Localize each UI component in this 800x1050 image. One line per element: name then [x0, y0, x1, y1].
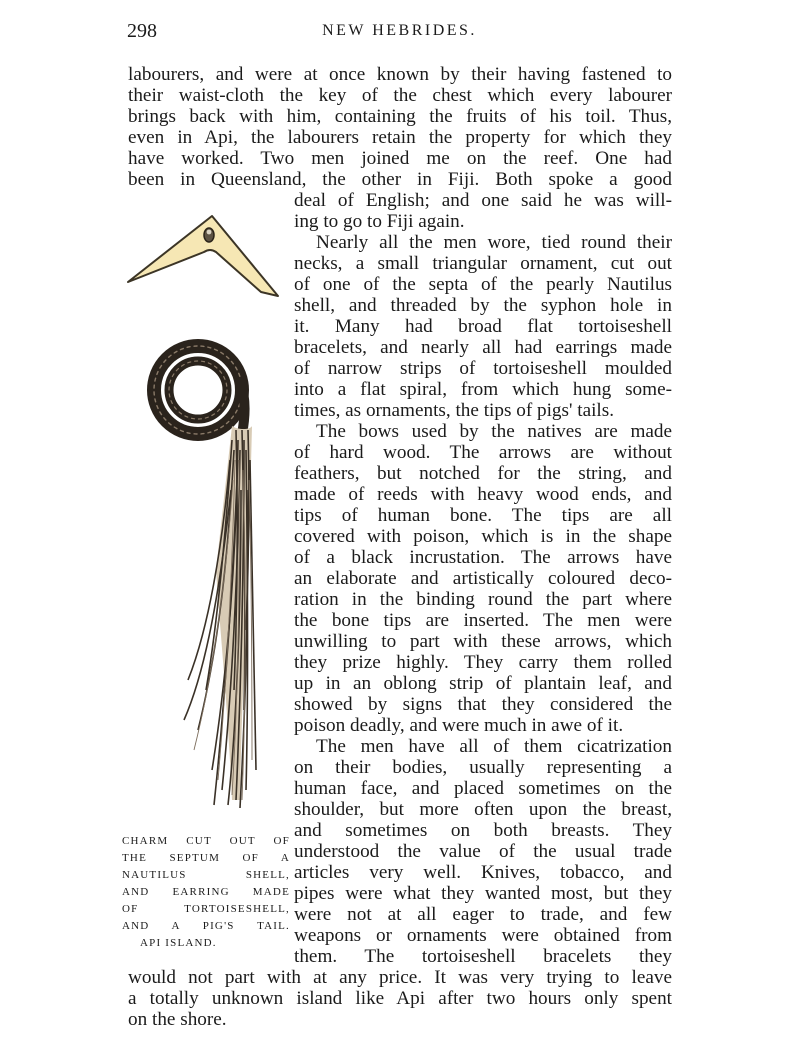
figure-caption-line: OF TORTOISESHELL,	[122, 903, 290, 915]
figure-caption-line: THE SEPTUM OF A	[122, 852, 290, 864]
text-line: weapons or ornaments were obtained from	[294, 925, 672, 946]
text-line: brings back with him, containing the fruits of his toil. Thus,	[128, 106, 672, 127]
text-line: human face, and placed sometimes on the	[294, 778, 672, 799]
nautilus-charm-illustration	[118, 200, 288, 305]
text-line: pipes were what they wanted most, but they	[294, 883, 672, 904]
text-line: bracelets, and nearly all had earrings made	[294, 337, 672, 358]
figure-caption-line: AND EARRING MADE	[122, 886, 290, 898]
earring-pig-tail-illustration	[128, 330, 288, 810]
text-line: covered with poison, which is in the shape	[294, 526, 672, 547]
page-number: 298	[127, 20, 157, 42]
text-line: of hard wood. The arrows are without	[294, 442, 672, 463]
text-line: of one of the septa of the pearly Nautilus	[294, 274, 672, 295]
text-line: articles very well. Knives, tobacco, and	[294, 862, 672, 883]
text-line: necks, a small triangular ornament, cut out	[294, 253, 672, 274]
text-line: have worked. Two men joined me on the reef. One had	[128, 148, 672, 169]
text-line: an elaborate and artistically coloured deco-	[294, 568, 672, 589]
text-line: deal of English; and one said he was will-	[294, 190, 672, 211]
text-line: it. Many had broad flat tortoiseshell	[294, 316, 672, 337]
text-line: unwilling to part with these arrows, which	[294, 631, 672, 652]
text-line: shell, and threaded by the syphon hole in	[294, 295, 672, 316]
text-line: feathers, but notched for the string, and	[294, 463, 672, 484]
text-line: poison deadly, and were much in awe of it.	[294, 715, 624, 736]
text-line: their waist-cloth the key of the chest which every labourer	[128, 85, 672, 106]
text-line: understood the value of the usual trade	[294, 841, 672, 862]
text-line: shoulder, but more often upon the breast,	[294, 799, 672, 820]
text-line: tips of human bone. The tips are all	[294, 505, 672, 526]
text-line: on the shore.	[128, 1009, 227, 1030]
text-line: them. The tortoiseshell bracelets they	[294, 946, 672, 967]
text-line: on their bodies, usually representing a	[294, 757, 672, 778]
text-line: and sometimes on both breasts. They	[294, 820, 672, 841]
text-line: been in Queensland, the other in Fiji. Both spoke a good	[128, 169, 672, 190]
figure-caption-line: CHARM CUT OUT OF	[122, 835, 290, 847]
figure-caption-line: AND A PIG'S TAIL.	[122, 920, 290, 932]
text-line: ration in the binding round the part where	[294, 589, 672, 610]
text-line: were not at all eager to trade, and few	[294, 904, 672, 925]
text-line: Nearly all the men wore, tied round their	[316, 232, 672, 253]
text-line: The bows used by the natives are made	[316, 421, 672, 442]
running-title: NEW HEBRIDES.	[322, 22, 477, 39]
text-line: would not part with at any price. It was very trying to leave	[128, 967, 672, 988]
text-line: the bone tips are inserted. The men were	[294, 610, 672, 631]
text-line: made of reeds with heavy wood ends, and	[294, 484, 672, 505]
text-line: of narrow strips of tortoiseshell moulded	[294, 358, 672, 379]
text-line: up in an oblong strip of plantain leaf, and	[294, 673, 672, 694]
text-line: even in Api, the labourers retain the property for which they	[128, 127, 672, 148]
figure-caption-line: API ISLAND.	[140, 937, 217, 949]
text-line: a totally unknown island like Api after two hours only spent	[128, 988, 672, 1009]
page-header	[127, 20, 672, 46]
text-line: The men have all of them cicatrization	[316, 736, 672, 757]
text-line: into a flat spiral, from which hung some-	[294, 379, 672, 400]
text-line: showed by signs that they considered the	[294, 694, 672, 715]
text-line: labourers, and were at once known by their having fastened to	[128, 64, 672, 85]
text-line: ing to go to Fiji again.	[294, 211, 465, 232]
figure-caption-line: NAUTILUS SHELL,	[122, 869, 290, 881]
text-line: they prize highly. They carry them rolled	[294, 652, 672, 673]
text-line: times, as ornaments, the tips of pigs' tails.	[294, 400, 615, 421]
text-line: of a black incrustation. The arrows have	[294, 547, 672, 568]
